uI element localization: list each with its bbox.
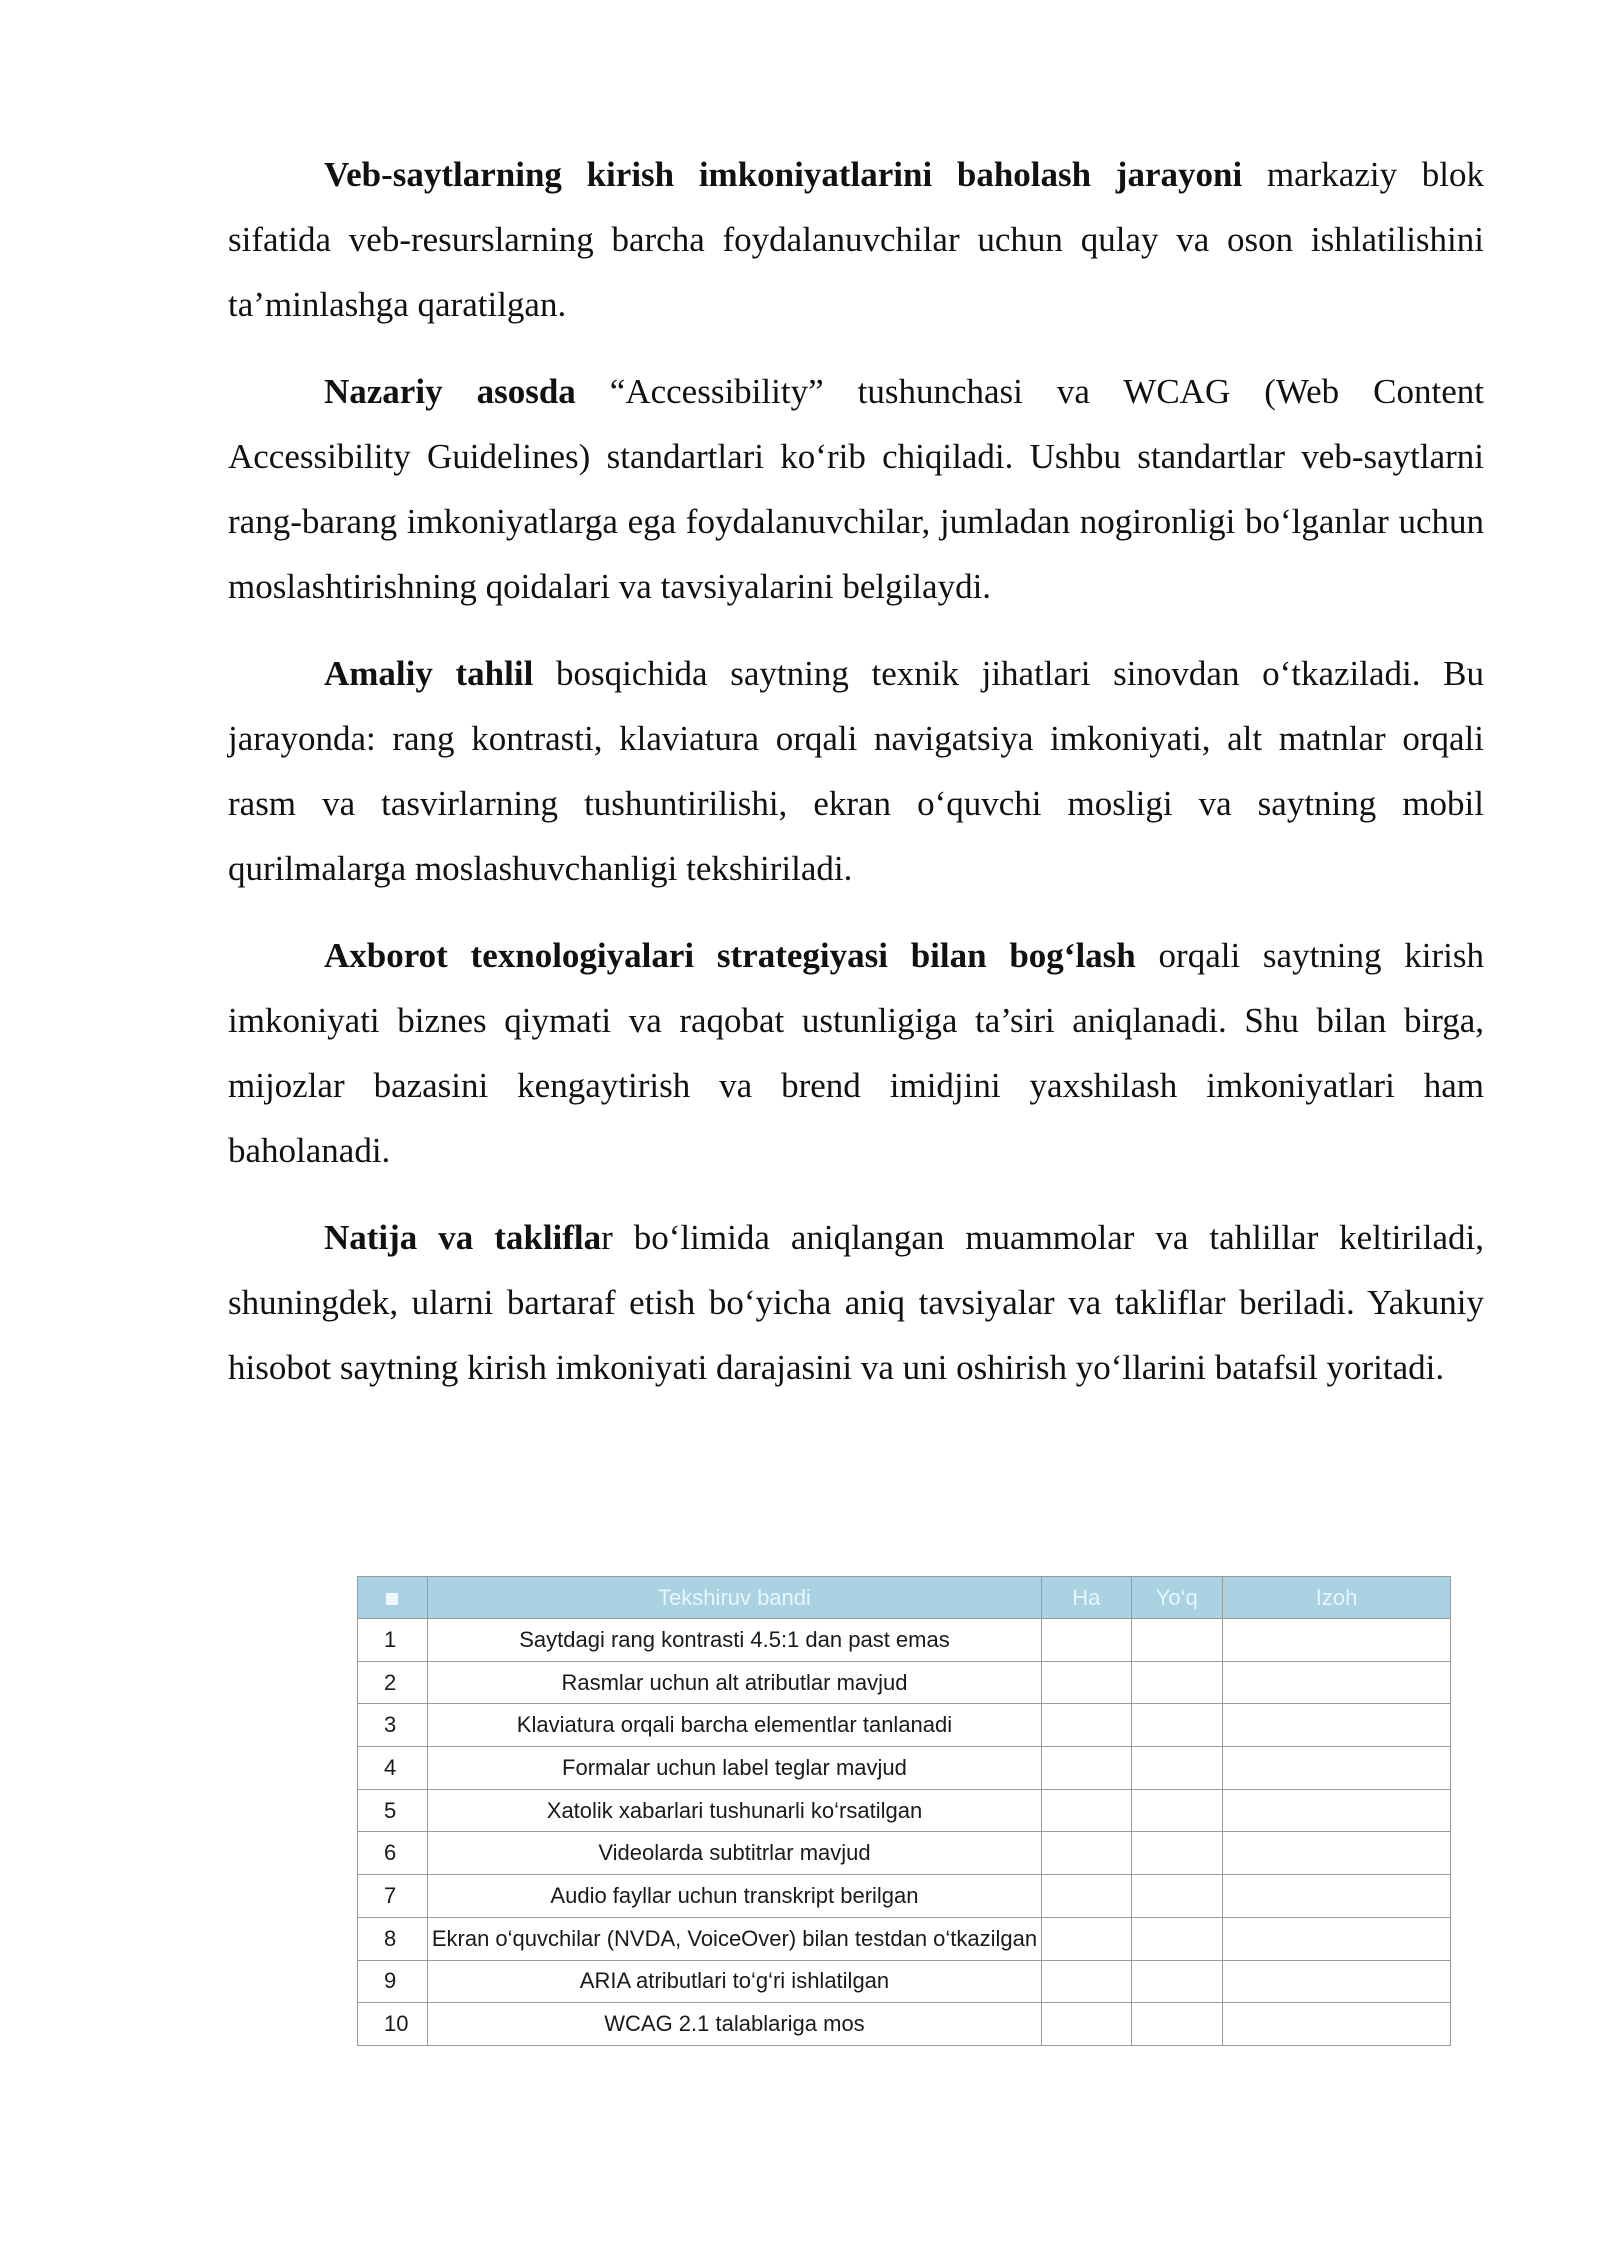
row-no-cell[interactable] [1131, 1661, 1223, 1704]
paragraph-4 [228, 923, 1484, 1183]
row-item: Formalar uchun label teglar mavjud [427, 1747, 1041, 1790]
paragraph-4-text: orqali saytning kirish imkoniyati biznes qiymati va raqobat ustunligiga ta’siri aniqlanadi. Shu bilan birga, mijozlar bazasini kengaytirish va brend imidjini yaxshilash imkoniyatlari ham baholanadi. [228, 936, 1485, 1170]
row-note-cell[interactable] [1223, 1661, 1451, 1704]
table-body [358, 1619, 1451, 2046]
header-number-cell [358, 1577, 428, 1619]
paragraph-1-lead: Veb-saytlarning kirish imkoniyatlarini baholash jarayoni [324, 155, 1243, 194]
paragraph-1-text: markaziy blok sifatida veb-resurslarning barcha foydalanuvchilar uchun qulay va oson ishlatilishini ta’minlashga qaratilgan. [228, 155, 1484, 324]
row-yes-cell[interactable] [1042, 1661, 1131, 1704]
paragraph-2 [228, 359, 1484, 619]
row-no-cell[interactable] [1131, 1704, 1223, 1747]
row-item: Klaviatura orqali barcha elementlar tanlanadi [427, 1704, 1041, 1747]
row-yes-cell[interactable] [1042, 1619, 1131, 1662]
row-note-cell[interactable] [1223, 1875, 1451, 1918]
row-number: 2 [358, 1661, 428, 1704]
row-number: 8 [358, 1917, 428, 1960]
row-note-cell[interactable] [1223, 1917, 1451, 1960]
header-note: Izoh [1223, 1577, 1451, 1619]
document-body [228, 142, 1484, 1422]
row-no-cell[interactable] [1131, 1747, 1223, 1790]
row-no-cell[interactable] [1131, 1875, 1223, 1918]
table-row [358, 1747, 1451, 1790]
row-yes-cell[interactable] [1042, 2003, 1131, 2046]
paragraph-2-text: “Accessibility” tushunchasi va WCAG (Web Content Accessibility Guidelines) standartlari ko‘rib chiqiladi. Ushbu standartlar veb-saytlarni rang-barang imkoniyatlarga ega foydalanuvchilar, jumladan nogironligi bo‘lganlar uchun moslashtirishning qoidalari va tavsiyalarini belgilaydi. [228, 372, 1485, 606]
table-row [358, 1960, 1451, 2003]
row-number: 1 [358, 1619, 428, 1662]
row-item: Audio fayllar uchun transkript berilgan [427, 1875, 1041, 1918]
row-number: 4 [358, 1747, 428, 1790]
row-yes-cell[interactable] [1042, 1832, 1131, 1875]
table-row [358, 1832, 1451, 1875]
row-yes-cell[interactable] [1042, 1917, 1131, 1960]
row-item: ARIA atributlari to‘g‘ri ishlatilgan [427, 1960, 1041, 2003]
header-no: Yo‘q [1131, 1577, 1223, 1619]
paragraph-5-text: r bo‘limida aniqlangan muammolar va tahlillar keltiriladi, shuningdek, ularni bartaraf etish bo‘yicha aniq tavsiyalar va takliflar beriladi. Yakuniy hisobot saytning kirish imkoniyati darajasini va uni oshirish yo‘llarini batafsil yoritadi. [228, 1218, 1484, 1387]
row-note-cell[interactable] [1223, 1832, 1451, 1875]
header-item: Tekshiruv bandi [427, 1577, 1041, 1619]
row-yes-cell[interactable] [1042, 1960, 1131, 2003]
row-note-cell[interactable] [1223, 2003, 1451, 2046]
table-row [358, 1704, 1451, 1747]
table-row [358, 1661, 1451, 1704]
row-note-cell[interactable] [1223, 1789, 1451, 1832]
row-note-cell[interactable] [1223, 1704, 1451, 1747]
paragraph-3-text: bosqichida saytning texnik jihatlari sinovdan o‘tkaziladi. Bu jarayonda: rang kontrasti, klaviatura orqali navigatsiya imkoniyati, alt matnlar orqali rasm va tasvirlarning tushuntirilishi, ekran o‘quvchi mosligi va saytning mobil qurilmalarga moslashuvchanligi tekshiriladi. [228, 654, 1484, 888]
table-row [358, 2003, 1451, 2046]
table-row [358, 1619, 1451, 1662]
row-no-cell[interactable] [1131, 2003, 1223, 2046]
paragraph-3-lead: Amaliy tahlil [324, 654, 534, 693]
square-icon [386, 1593, 398, 1605]
table-row [358, 1875, 1451, 1918]
row-note-cell[interactable] [1223, 1747, 1451, 1790]
row-no-cell[interactable] [1131, 1960, 1223, 2003]
row-item: Rasmlar uchun alt atributlar mavjud [427, 1661, 1041, 1704]
header-yes: Ha [1042, 1577, 1131, 1619]
checklist-table [357, 1576, 1451, 2046]
paragraph-5-lead: Natija va taklifla [324, 1218, 602, 1257]
row-number: 3 [358, 1704, 428, 1747]
row-item: WCAG 2.1 talablariga mos [427, 2003, 1041, 2046]
row-no-cell[interactable] [1131, 1619, 1223, 1662]
table-row [358, 1789, 1451, 1832]
row-no-cell[interactable] [1131, 1789, 1223, 1832]
row-no-cell[interactable] [1131, 1832, 1223, 1875]
row-yes-cell[interactable] [1042, 1747, 1131, 1790]
row-number: 6 [358, 1832, 428, 1875]
row-item: Xatolik xabarlari tushunarli ko‘rsatilgan [427, 1789, 1041, 1832]
row-item: Videolarda subtitrlar mavjud [427, 1832, 1041, 1875]
row-item: Saytdagi rang kontrasti 4.5:1 dan past emas [427, 1619, 1041, 1662]
checklist-table-container [357, 1576, 1451, 2046]
row-number: 10 [358, 2003, 428, 2046]
table-row [358, 1917, 1451, 1960]
paragraph-5 [228, 1205, 1484, 1400]
row-number: 7 [358, 1875, 428, 1918]
paragraph-2-lead: Nazariy asosda [324, 372, 576, 411]
row-yes-cell[interactable] [1042, 1789, 1131, 1832]
table-header-row [358, 1577, 1451, 1619]
row-note-cell[interactable] [1223, 1960, 1451, 2003]
row-yes-cell[interactable] [1042, 1704, 1131, 1747]
row-number: 5 [358, 1789, 428, 1832]
row-number: 9 [358, 1960, 428, 2003]
row-item: Ekran o‘quvchilar (NVDA, VoiceOver) bilan testdan o‘tkazilgan [427, 1917, 1041, 1960]
row-yes-cell[interactable] [1042, 1875, 1131, 1918]
row-note-cell[interactable] [1223, 1619, 1451, 1662]
row-no-cell[interactable] [1131, 1917, 1223, 1960]
paragraph-4-lead: Axborot texnologiyalari strategiyasi bilan bog‘lash [324, 936, 1136, 975]
paragraph-1 [228, 142, 1484, 337]
paragraph-3 [228, 641, 1484, 901]
